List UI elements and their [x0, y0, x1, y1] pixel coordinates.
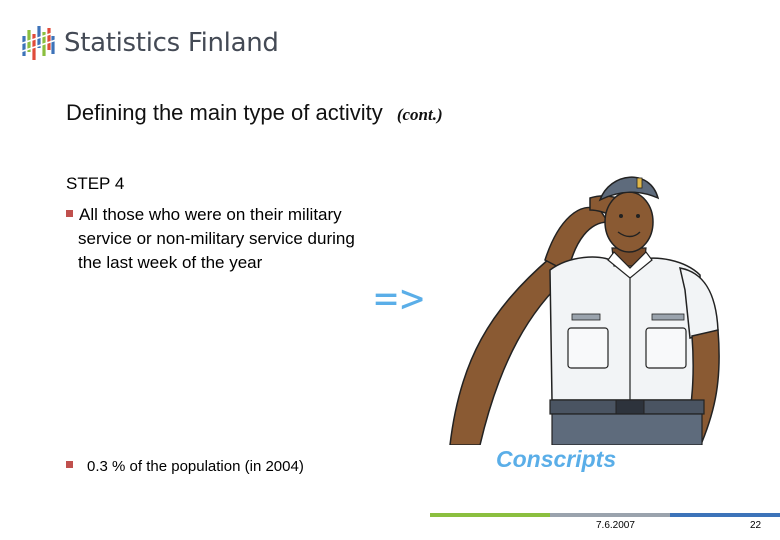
bullet-text: 0.3 % of the population (in 2004)	[87, 458, 304, 475]
footer-bar-blue	[670, 513, 780, 517]
statistics-finland-logo-icon	[20, 22, 56, 64]
footer-page-number: 22	[750, 520, 762, 531]
footer-color-bar	[430, 513, 780, 517]
bullet-item	[66, 203, 366, 275]
slide-title	[66, 100, 443, 126]
bullet-square-icon	[66, 210, 73, 217]
brand-logo	[20, 22, 279, 64]
footer-bar-green	[430, 513, 550, 517]
bullet-text: All those who were on their military service or non-military service during the last week of the year	[78, 205, 355, 272]
slide-title-suffix: (cont.)	[396, 105, 443, 124]
step-label: STEP 4	[66, 174, 125, 193]
caption-conscripts: Conscripts	[496, 446, 617, 472]
brand-name: Statistics Finland	[64, 28, 279, 58]
footer-date: 7.6.2007	[596, 520, 635, 531]
slide-title-text: Defining the main type of activity	[66, 100, 383, 125]
bullet-list	[66, 203, 366, 275]
footer-bar-gray	[550, 513, 670, 517]
saluting-soldier-illustration	[440, 160, 730, 445]
arrow-symbol: =>	[374, 276, 427, 322]
bullet-square-icon	[66, 461, 73, 468]
bullet-item	[66, 458, 304, 475]
